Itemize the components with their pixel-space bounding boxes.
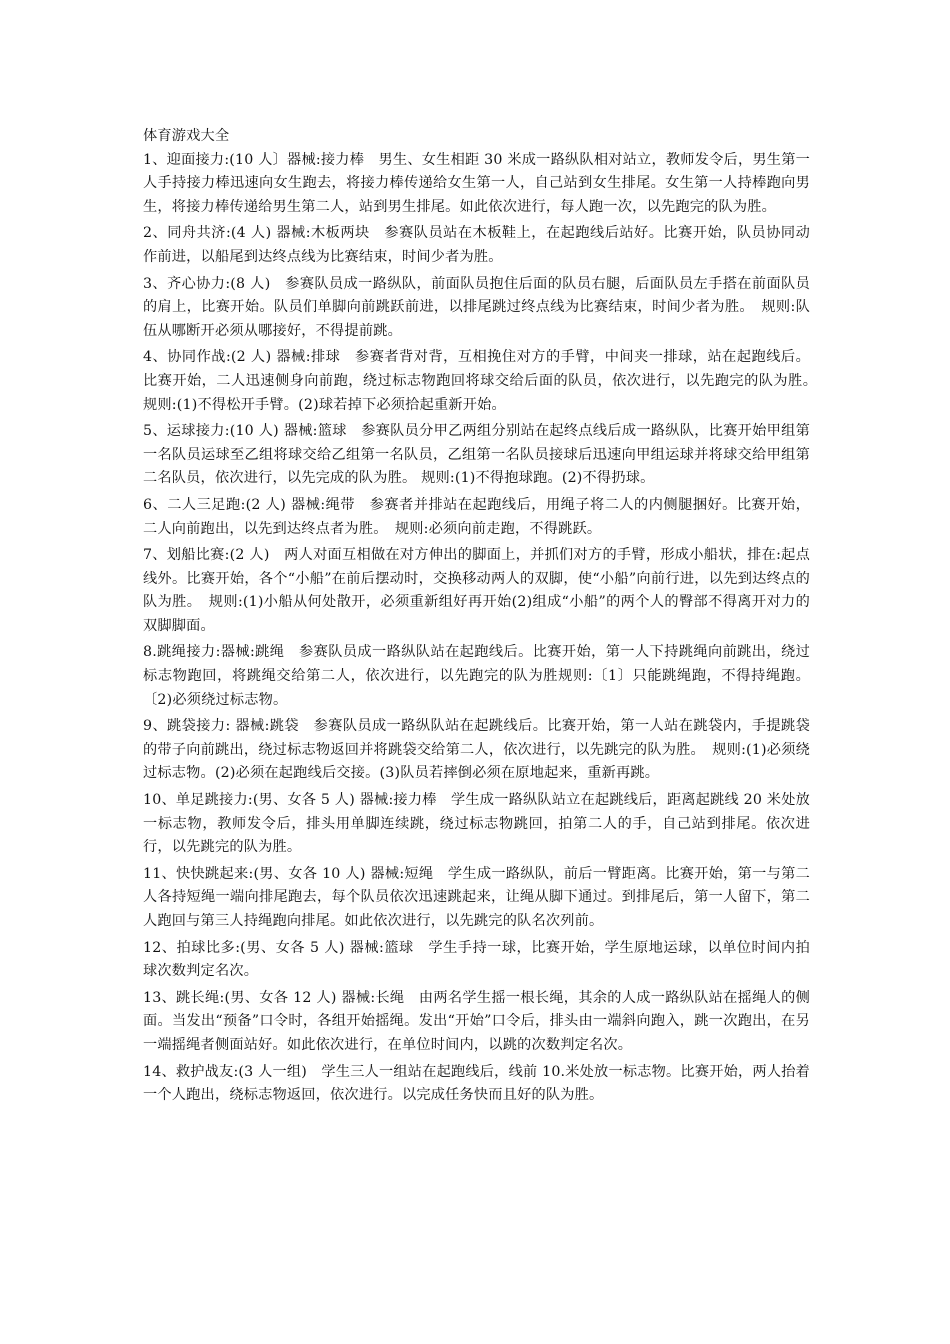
paragraph-game-6: 6、二人三足跑:(2 人) 器械:绳带 参赛者并排站在起跑线后，用绳子将二人的内侧腿捆好。比赛开始，二人向前跑出，以先到达终点者为胜。 规则:必须向前走跑，不得跳跃。 [143,496,810,537]
paragraph-game-12: 12、拍球比多:(男、女各 5 人) 器械:篮球 学生手持一球，比赛开始，学生原地运球，以单位时间内拍球次数判定名次。 [143,939,810,980]
paragraph-game-8: 8.跳绳接力:器械:跳绳 参赛队员成一路纵队站在起跑线后。比赛开始，第一人下持跳绳向前跳出，绕过标志物跑回，将跳绳交给第二人，依次进行，以先跑完的队为胜规则:〔1〕只能跳绳跑，不得持绳跑。〔2)必须绕过标志物。 [143,644,810,708]
document-page [143,125,825,1111]
paragraph-game-13: 13、跳长绳:(男、女各 12 人) 器械:长绳 由两名学生摇一根长绳，其余的人成一路纵队站在摇绳人的侧面。当发出“预备”口令时，各组开始摇绳。发出“开始”口令后，排头由一端斜向跑入，跳一次跑出，在另一端摇绳者侧面站好。如此依次进行，在单位时间内，以跳的次数判定名次。 [143,989,810,1053]
paragraph-game-3: 3、齐心协力:(8 人) 参赛队员成一路纵队，前面队员抱住后面的队员右腿，后面队员左手搭在前面队员的肩上，比赛开始。队员们单脚向前跳跃前进，以排尾跳过终点线为比赛结束，时间少者为胜。 规则:队伍从哪断开必须从哪接好，不得提前跳。 [143,275,810,339]
document-title: 体育游戏大全 [143,128,230,144]
paragraph-game-10: 10、单足跳接力:(男、女各 5 人) 器械:接力棒 学生成一路纵队站立在起跳线后，距离起跳线 20 米处放一标志物，教师发令后，排头用单脚连续跳，绕过标志物跳回，拍第二人的手，自己站到排尾。依次进行，以先跳完的队为胜。 [143,792,810,856]
paragraph-game-14: 14、救护战友:(3 人一组) 学生三人一组站在起跑线后，线前 10.米处放一标志物。比赛开始，两人抬着一个人跑出，绕标志物返回，依次进行。以完成任务快而且好的队为胜。 [143,1063,810,1104]
paragraph-game-7: 7、划船比赛:(2 人) 两人对面互相做在对方伸出的脚面上，并抓们对方的手臂，形成小船状，排在:起点线外。比赛开始，各个“小船”在前后摆动时，交换移动两人的双脚，使“小船”向前行进，以先到达终点的队为胜。 规则:(1)小船从何处散开，必须重新组好再开始(2)组成“小船”的两个人的臀部不得离开对力的双脚脚面。 [143,547,810,634]
paragraph-game-5: 5、运球接力:(10 人) 器械:篮球 参赛队员分甲乙两组分别站在起终点线后成一路纵队，比赛开始甲组第一名队员运球至乙组将球交给乙组第一名队员，乙组第一名队员接球后迅速向甲组运球并将球交给甲组第二名队员，依次进行，以先完成的队为胜。 规则:(1)不得抱球跑。(2)不得扔球。 [143,423,810,487]
paragraph-game-1: 1、迎面接力:(10 人〕器械:接力棒 男生、女生相距 30 米成一路纵队相对站立，教师发令后，男生第一人手持接力棒迅速向女生跑去，将接力棒传递给女生第一人，自己站到女生排尾。女生第一人持棒跑向男生，将接力棒传递给男生第二人，站到男生排尾。如此依次进行，每人跑一次，以先跑完的队为胜。 [143,151,810,215]
paragraph-game-11: 11、快快跳起来:(男、女各 10 人) 器械:短绳 学生成一路纵队，前后一臂距离。比赛开始，第一与第二人各持短绳一端向排尾跑去，每个队员依次迅速跳起来，让绳从脚下通过。到排尾后，第一人留下，第二人跑回与第三人持绳跑向排尾。如此依次进行，以先跳完的队名次列前。 [143,865,810,929]
paragraph-game-2: 2、同舟共济:(4 人) 器械:木板两块 参赛队员站在木板鞋上，在起跑线后站好。比赛开始，队员协同动作前进，以船尾到达终点线为比赛结束，时间少者为胜。 [143,225,810,265]
paragraph-game-4: 4、协同作战:(2 人) 器械:排球 参赛者背对背，互相挽住对方的手臂，中间夹一排球，站在起跑线后。比赛开始，二人迅速侧身向前跑，绕过标志物跑回将球交给后面的队员，依次进行，以先跑完的队为胜。 规则:(1)不得松开手臂。(2)球若掉下必须拾起重新开始。 [143,349,825,413]
paragraph-game-9: 9、跳袋接力: 器械:跳袋 参赛队员成一路纵队站在起跳线后。比赛开始，第一人站在跳袋内，手提跳袋的带子向前跳出，绕过标志物返回并将跳袋交给第二人，依次进行，以先跳完的队为胜。 规则:(1)必须绕过标志物。(2)必须在起跑线后交接。(3)队员若摔倒必须在原地起来，重新再跳。 [143,718,810,782]
